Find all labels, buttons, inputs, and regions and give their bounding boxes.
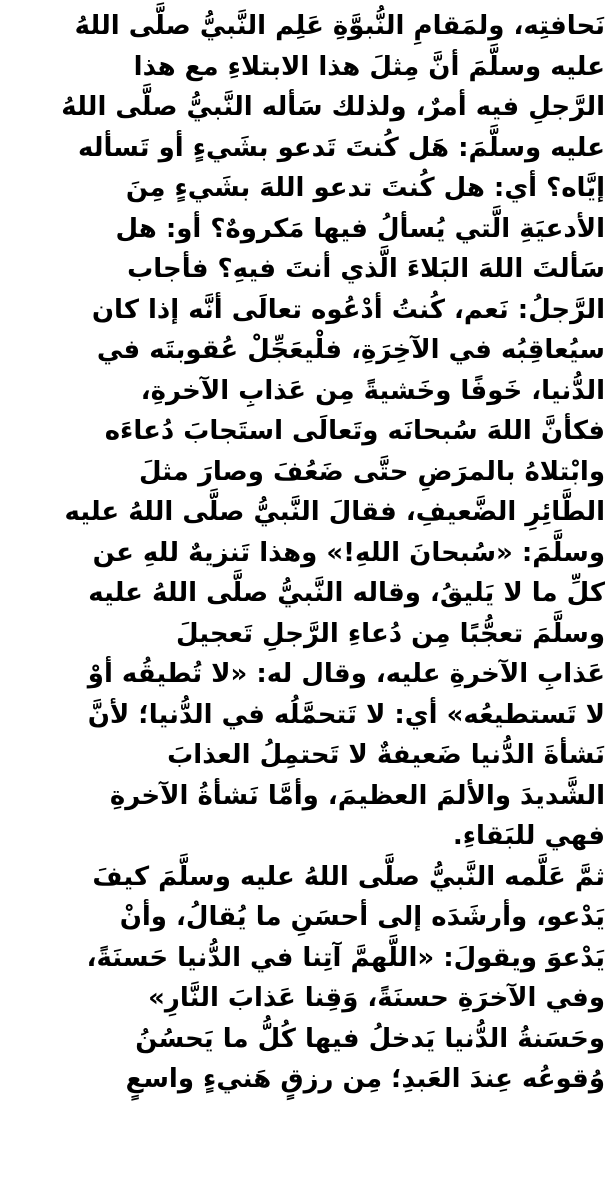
text-line: ثمَّ عَلَّمه النَّبيُّ صلَّى اللهُ عليه وسلَّمَ كيفَ xyxy=(92,861,605,892)
text-line: فكأنَّ اللهَ سُبحانَه وتَعالَى استَجابَ دُعاءَه xyxy=(104,416,605,446)
text-line: وسلَّمَ تعجُّبًا مِن دُعاءِ الرَّجلِ تَعجيلَ xyxy=(176,618,605,649)
text-line: عليه وسلَّمَ أنَّ مِثلَ هذا الابتلاءِ مع هذا xyxy=(133,51,605,82)
text-line: لا تَستطيعُه» أي: لا تَتحمَّلُه في الدُّنيا؛ لأنَّ xyxy=(87,699,605,730)
text-line: الشَّديدَ والألمَ العظيمَ، وأمَّا نَشأةُ الآخرةِ xyxy=(109,780,605,811)
text-line: عليه وسلَّمَ: هَل كُنتَ تَدعو بشَيءٍ أو تَسأله xyxy=(78,132,605,163)
text-line: وسلَّمَ: «سُبحانَ اللهِ!» وهذا تَنزيهٌ للهِ عن xyxy=(92,537,605,568)
text-line: عَذابِ الآخرةِ عليه، وقال له: «لا تُطيقُه أوْ xyxy=(87,659,605,689)
text-line: إيَّاه؟ أي: هل كُنتَ تدعو اللهَ بشَيءٍ مِنَ xyxy=(125,173,605,203)
text-line: الطَّائِرِ الضَّعيفِ، فقالَ النَّبيُّ صلَّى اللهُ عليه xyxy=(64,497,605,527)
text-line: كلِّ ما لا يَليقُ، وقاله النَّبيُّ صلَّى اللهُ عليه xyxy=(88,578,605,608)
text-line: وحَسَنةُ الدُّنيا يَدخلُ فيها كُلُّ ما يَحسُنُ xyxy=(135,1023,605,1054)
text-line: نَشأةَ الدُّنيا ضَعيفةٌ لا تَحتمِلُ العذابَ xyxy=(167,740,605,770)
text-line: الأدعيَةِ الَّتي يُسألُ فيها مَكروهٌ؟ أو: هل xyxy=(115,213,605,244)
text-line: الرَّجلُ: نَعم، كُنتُ أدْعُوه تعالَى أنَّه إذا كان xyxy=(91,294,605,325)
text-line: وابْتلاهُ بالمرَضِ حتَّى ضَعُفَ وصارَ مثلَ xyxy=(138,456,605,487)
text-line: سَألتَ اللهَ البَلاءَ الَّذي أنتَ فيهِ؟ فأجاب xyxy=(127,254,605,284)
article-text xyxy=(8,6,605,1100)
text-line: سيُعاقِبُه في الآخِرَةِ، فلْيعَجِّلْ عُقوبتَه في xyxy=(96,335,605,365)
text-line: يَدْعو، وأرشَدَه إلى أحسَنِ ما يُقالُ، وأنْ xyxy=(119,902,605,932)
text-line: وفي الآخرَةِ حسنَةً، وَقِنا عَذابَ النَّارِ» xyxy=(148,983,605,1013)
text-line: الدُّنيا، خَوفًا وخَشيةً مِن عَذابِ الآخرةِ، xyxy=(140,375,605,406)
text-line: نَحافتِه، ولمَقامِ النُّبوَّةِ عَلِم النَّبيُّ صلَّى اللهُ xyxy=(74,11,605,41)
text-line: الرَّجلِ فيه أمرٌ، ولذلك سَأله النَّبيُّ صلَّى اللهُ xyxy=(61,92,605,122)
text-line: يَدْعوَ ويقولَ: «اللَّهمَّ آتِنا في الدُّنيا حَسنَةً، xyxy=(86,942,605,973)
text-line: فهي للبَقاءِ. xyxy=(452,821,605,851)
text-line: وُقوعُه عِندَ العَبدِ؛ مِن رزقٍ هَنيءٍ واسعٍ xyxy=(125,1064,605,1094)
